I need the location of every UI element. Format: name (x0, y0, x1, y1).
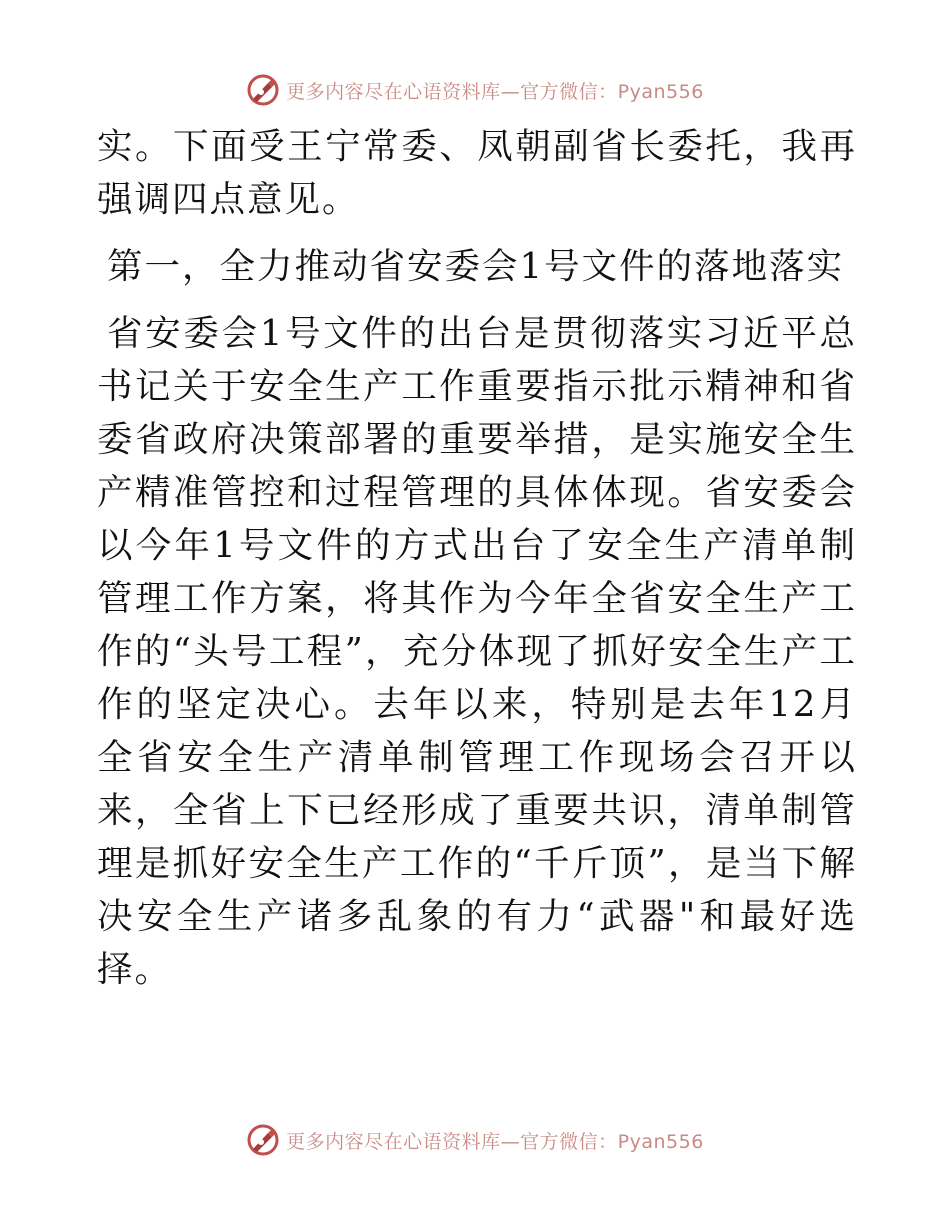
header-banner-text: 更多内容尽在心语资料库—官方微信：Pyan556 (286, 80, 704, 103)
paragraph-continuation: 实。下面受王宁常委、凤朝副省长委托，我再强调四点意见。 (97, 126, 857, 220)
header-banner (0, 70, 950, 110)
pen-logo-icon (246, 73, 280, 107)
footer-banner (0, 1120, 950, 1160)
pen-logo-icon (246, 1123, 280, 1157)
footer-banner-text: 更多内容尽在心语资料库—官方微信：Pyan556 (286, 1130, 704, 1153)
section-heading-1: 第一，全力推动省安委会1号文件的落地落实 (107, 246, 845, 287)
paragraph-section-1: 省安委会1号文件的出台是贯彻落实习近平总书记关于安全生产工作重要指示批示精神和省委省政府决策部署的重要举措，是实施安全生产精准管控和过程管理的具体体现。省安委会以今年1号文件的方式出台了安全生产清单制管理工作方案，将其作为今年全省安全生产工作的“头号工程”，充分体现了抓好安全生产工作的坚定决心。去年以来，特别是去年12月全省安全生产清单制管理工作现场会召开以来，全省上下已经形成了重要共识，清单制管理是抓好安全生产工作的“千斤顶”，是当下解决安全生产诸多乱象的有力“武器"和最好选择。 (97, 313, 857, 990)
document-body (97, 120, 857, 996)
